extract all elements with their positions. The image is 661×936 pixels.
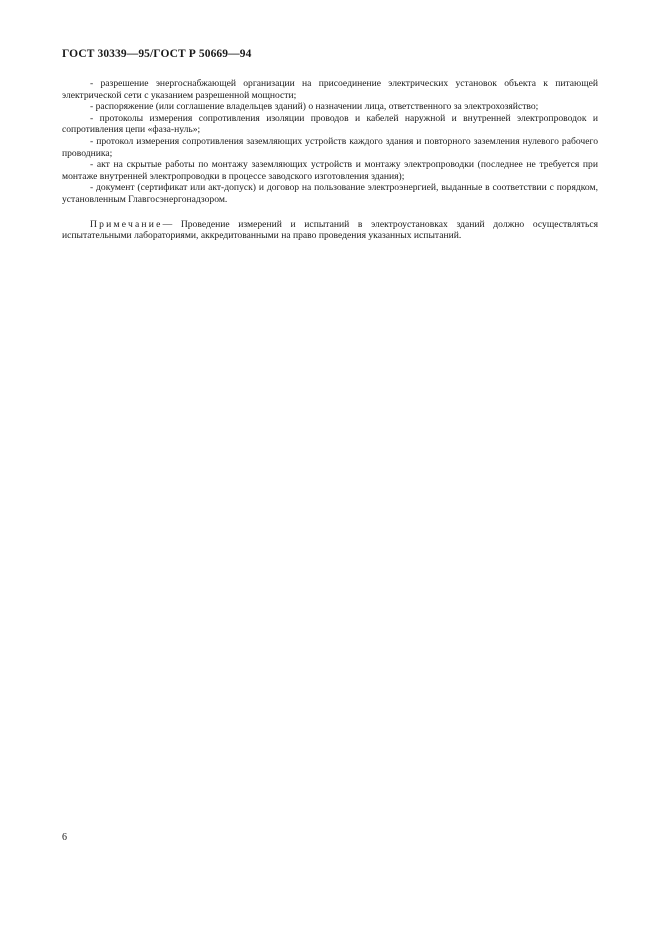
note-paragraph — [62, 219, 598, 242]
page-header: ГОСТ 30339—95/ГОСТ Р 50669—94 — [62, 48, 252, 60]
list-item: - акт на скрытые работы по монтажу заземляющих устройств и монтажу электропроводки (последнее не требуется при монтаже внутренней электропроводки в процессе заводского изготовления здания); — [62, 159, 598, 182]
page-number: 6 — [62, 832, 67, 843]
document-body — [62, 78, 598, 242]
note-label: Примечание — [90, 218, 163, 230]
list-item: - протокол измерения сопротивления заземляющих устройств каждого здания и повторного заземления нулевого рабочего проводника; — [62, 135, 598, 159]
list-item: - протоколы измерения сопротивления изоляции проводов и кабелей наружной и внутренней электропроводок и сопротивления цепи «фаза-нуль»; — [62, 112, 598, 136]
list-item: - распоряжение (или соглашение владельцев зданий) о назначении лица, ответственного за электрохозяйство; — [90, 101, 539, 113]
list-item: - документ (сертификат или акт-допуск) и договор на пользование электроэнергией, выданные в соответствии с порядком, установленным Главгосэнергонадзором. — [62, 182, 598, 205]
note-text: — Проведение измерений и испытаний в электроустановках зданий должно осуществляться испытательными лабораториями, аккредитованными на право проведения указанных испытаний. — [62, 218, 598, 242]
list-item: - разрешение энергоснабжающей организации на присоединение электрических установок объекта к питающей электрической сети с указанием разрешенной мощности; — [62, 78, 598, 101]
